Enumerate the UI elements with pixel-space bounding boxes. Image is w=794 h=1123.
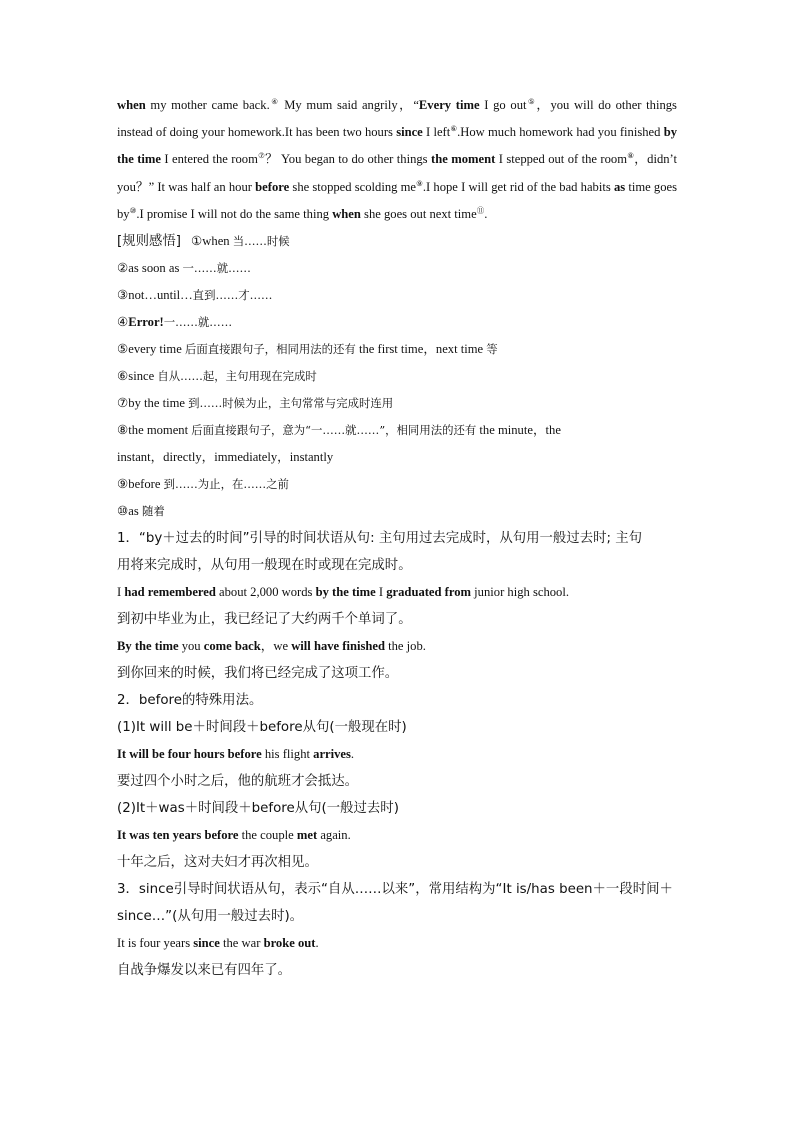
rule-examples: instant，directly，immediately，instantly bbox=[117, 450, 334, 465]
bold-phrase: It was ten years before bbox=[117, 828, 239, 843]
rule-term: ④ bbox=[117, 315, 129, 330]
bold-phrase: met bbox=[296, 828, 318, 843]
section-subheading: (2)It＋was＋时间段＋before从句(一般过去时) bbox=[117, 801, 399, 817]
example-sentence bbox=[117, 822, 677, 849]
rule-item-9 bbox=[117, 471, 677, 498]
footnote-marker: ⑨ bbox=[416, 178, 423, 188]
rule-meaning: 直到……才…… bbox=[192, 288, 273, 303]
bold-phrase: Every time bbox=[418, 98, 480, 112]
rule-meaning: 到……为止，在……之前 bbox=[163, 477, 289, 492]
footnote-marker: ⑦ bbox=[257, 151, 266, 161]
rule-item-1 bbox=[117, 228, 677, 255]
rule-term: ③not…until… bbox=[117, 288, 193, 303]
text-run: ，you will do other things instead of doing your homework.It has been two hours bbox=[117, 98, 677, 140]
text-run: I left bbox=[422, 125, 451, 140]
example-sentence bbox=[117, 579, 677, 606]
example-translation: 十年之后，这对夫妇才再次相见。 bbox=[117, 855, 318, 871]
rule-item-7 bbox=[117, 390, 677, 417]
text-run: time goes by bbox=[117, 179, 677, 221]
section-heading: 3．since引导时间状语从句，表示“自从……以来”，常用结构为“It is/has been＋一段时间＋ bbox=[117, 882, 673, 898]
rule-meaning: 一……就…… bbox=[163, 315, 233, 330]
passage-paragraph bbox=[117, 92, 677, 228]
bold-phrase: when bbox=[117, 98, 146, 112]
rule-meaning: 后面直接跟句子，意为“一……就……”，相同用法的还有 bbox=[191, 423, 477, 438]
footnote-marker: ④ bbox=[269, 97, 280, 106]
bold-phrase: when bbox=[332, 206, 361, 221]
rule-term: ⑦by the time bbox=[117, 396, 189, 411]
text-run: ？ You began to do other things bbox=[265, 152, 432, 167]
error-marker: Error! bbox=[128, 315, 164, 330]
rule-examples: the minute，the bbox=[476, 423, 561, 438]
bold-phrase: the moment bbox=[431, 152, 496, 167]
bold-phrase: graduated from bbox=[386, 585, 472, 600]
text-run: My mum said angrily，“ bbox=[279, 98, 419, 112]
footnote-marker: ⑤ bbox=[526, 97, 537, 106]
section-heading: 1．“by＋过去的时间”引导的时间状语从句: 主句用过去完成时，从句用一般过去时; 主句 bbox=[117, 531, 643, 547]
section-heading: 2．before的特殊用法。 bbox=[117, 693, 263, 709]
bold-phrase: by the time bbox=[117, 125, 677, 167]
text-run: I go out bbox=[479, 98, 527, 112]
section-heading: since…”(从句用一般过去时)。 bbox=[117, 909, 304, 925]
text-run: ，didn’t you？” It was half an hour bbox=[117, 152, 677, 194]
bold-phrase: come back bbox=[203, 639, 261, 654]
bold-phrase: before bbox=[255, 179, 290, 194]
text-run: .How much homework had you finished bbox=[457, 125, 664, 140]
text-run: I bbox=[375, 585, 387, 600]
bold-phrase: By the time bbox=[117, 639, 179, 654]
text-run: the couple bbox=[238, 828, 297, 843]
section-heading: 用将来完成时，从句用一般现在时或现在完成时。 bbox=[117, 558, 412, 574]
text-run: . bbox=[315, 936, 319, 951]
text-run: I bbox=[117, 585, 125, 600]
rule-term: ⑧the moment bbox=[117, 423, 192, 438]
footnote-marker: ⑧ bbox=[627, 151, 635, 161]
text-run: . bbox=[350, 747, 355, 762]
rule-item-8 bbox=[117, 417, 677, 444]
bold-phrase: will have finished bbox=[291, 639, 385, 654]
rule-term: ⑩as bbox=[117, 504, 142, 519]
footnote-marker: ⑥ bbox=[450, 124, 458, 134]
text-run: she stopped scolding me bbox=[289, 179, 417, 194]
rule-item-10 bbox=[117, 498, 677, 525]
rule-meaning: 当……时候 bbox=[232, 234, 290, 249]
example-translation: 到你回来的时候，我们将已经完成了这项工作。 bbox=[117, 666, 399, 682]
rule-meaning: 后面直接跟句子，相同用法的还有 bbox=[184, 342, 356, 357]
rule-item-4 bbox=[117, 309, 677, 336]
rule-term: ①when bbox=[191, 234, 233, 249]
text-run: I stepped out of the room bbox=[495, 152, 628, 167]
rule-meaning: 自从……起，主句用现在完成时 bbox=[157, 369, 317, 384]
rule-item-8-cont bbox=[117, 444, 677, 471]
section-2 bbox=[117, 687, 677, 876]
rules-list bbox=[117, 228, 677, 525]
rule-item-5 bbox=[117, 336, 677, 363]
text-run: . bbox=[484, 206, 488, 221]
section-3 bbox=[117, 876, 677, 984]
rule-meaning: 等 bbox=[486, 342, 498, 357]
bold-phrase: as bbox=[613, 179, 626, 194]
section-1 bbox=[117, 525, 677, 687]
text-run: you bbox=[178, 639, 204, 654]
footnote-marker: ⑩ bbox=[129, 205, 137, 215]
rule-term: ⑥since bbox=[117, 369, 158, 384]
bold-phrase: arrives bbox=[313, 747, 351, 762]
rule-meaning: 到……时候为止，主句常常与完成时连用 bbox=[188, 396, 394, 411]
text-run: It is four years bbox=[117, 936, 194, 951]
rule-term: ⑨before bbox=[117, 477, 164, 492]
bold-phrase: by the time bbox=[315, 585, 376, 600]
text-run: .I promise I will not do the same thing bbox=[136, 206, 333, 221]
document-page bbox=[117, 92, 677, 984]
rule-examples: the first time，next time bbox=[355, 342, 487, 357]
example-sentence bbox=[117, 741, 677, 768]
text-run: my mother came back. bbox=[145, 98, 270, 112]
bold-phrase: broke out bbox=[263, 936, 316, 951]
section-subheading: (1)It will be＋时间段＋before从句(一般现在时) bbox=[117, 720, 407, 736]
text-run: ，we bbox=[260, 639, 292, 654]
rule-item-3 bbox=[117, 282, 677, 309]
text-run: about 2,000 words bbox=[215, 585, 316, 600]
example-translation: 到初中毕业为止，我已经记了大约两千个单词了。 bbox=[117, 612, 412, 628]
text-run: .I hope I will get rid of the bad habits bbox=[422, 179, 614, 194]
example-translation: 自战争爆发以来已有四年了。 bbox=[117, 963, 292, 979]
text-run: his flight bbox=[261, 747, 314, 762]
bold-phrase: since bbox=[396, 125, 423, 140]
rules-header: [规则感悟] bbox=[117, 234, 182, 250]
example-sentence bbox=[117, 930, 677, 957]
rule-item-2 bbox=[117, 255, 677, 282]
rule-item-6 bbox=[117, 363, 677, 390]
rule-term: ②as soon as bbox=[117, 261, 183, 276]
example-sentence bbox=[117, 633, 677, 660]
text-run: the war bbox=[219, 936, 264, 951]
bold-phrase: had remembered bbox=[124, 585, 216, 600]
text-run: she goes out next time bbox=[360, 206, 477, 221]
rule-meaning: 一……就…… bbox=[182, 261, 251, 276]
text-run: I entered the room bbox=[160, 152, 258, 167]
bold-phrase: It will be four hours before bbox=[117, 747, 262, 762]
example-translation: 要过四个小时之后，他的航班才会抵达。 bbox=[117, 774, 359, 790]
text-run: again. bbox=[317, 828, 351, 843]
text-run: junior high school. bbox=[471, 585, 569, 600]
rule-meaning: 随着 bbox=[141, 504, 165, 519]
bold-phrase: since bbox=[193, 936, 220, 951]
text-run: the job. bbox=[384, 639, 426, 654]
rule-term: ⑤every time bbox=[117, 342, 185, 357]
footnote-marker: ⑪ bbox=[476, 205, 485, 215]
